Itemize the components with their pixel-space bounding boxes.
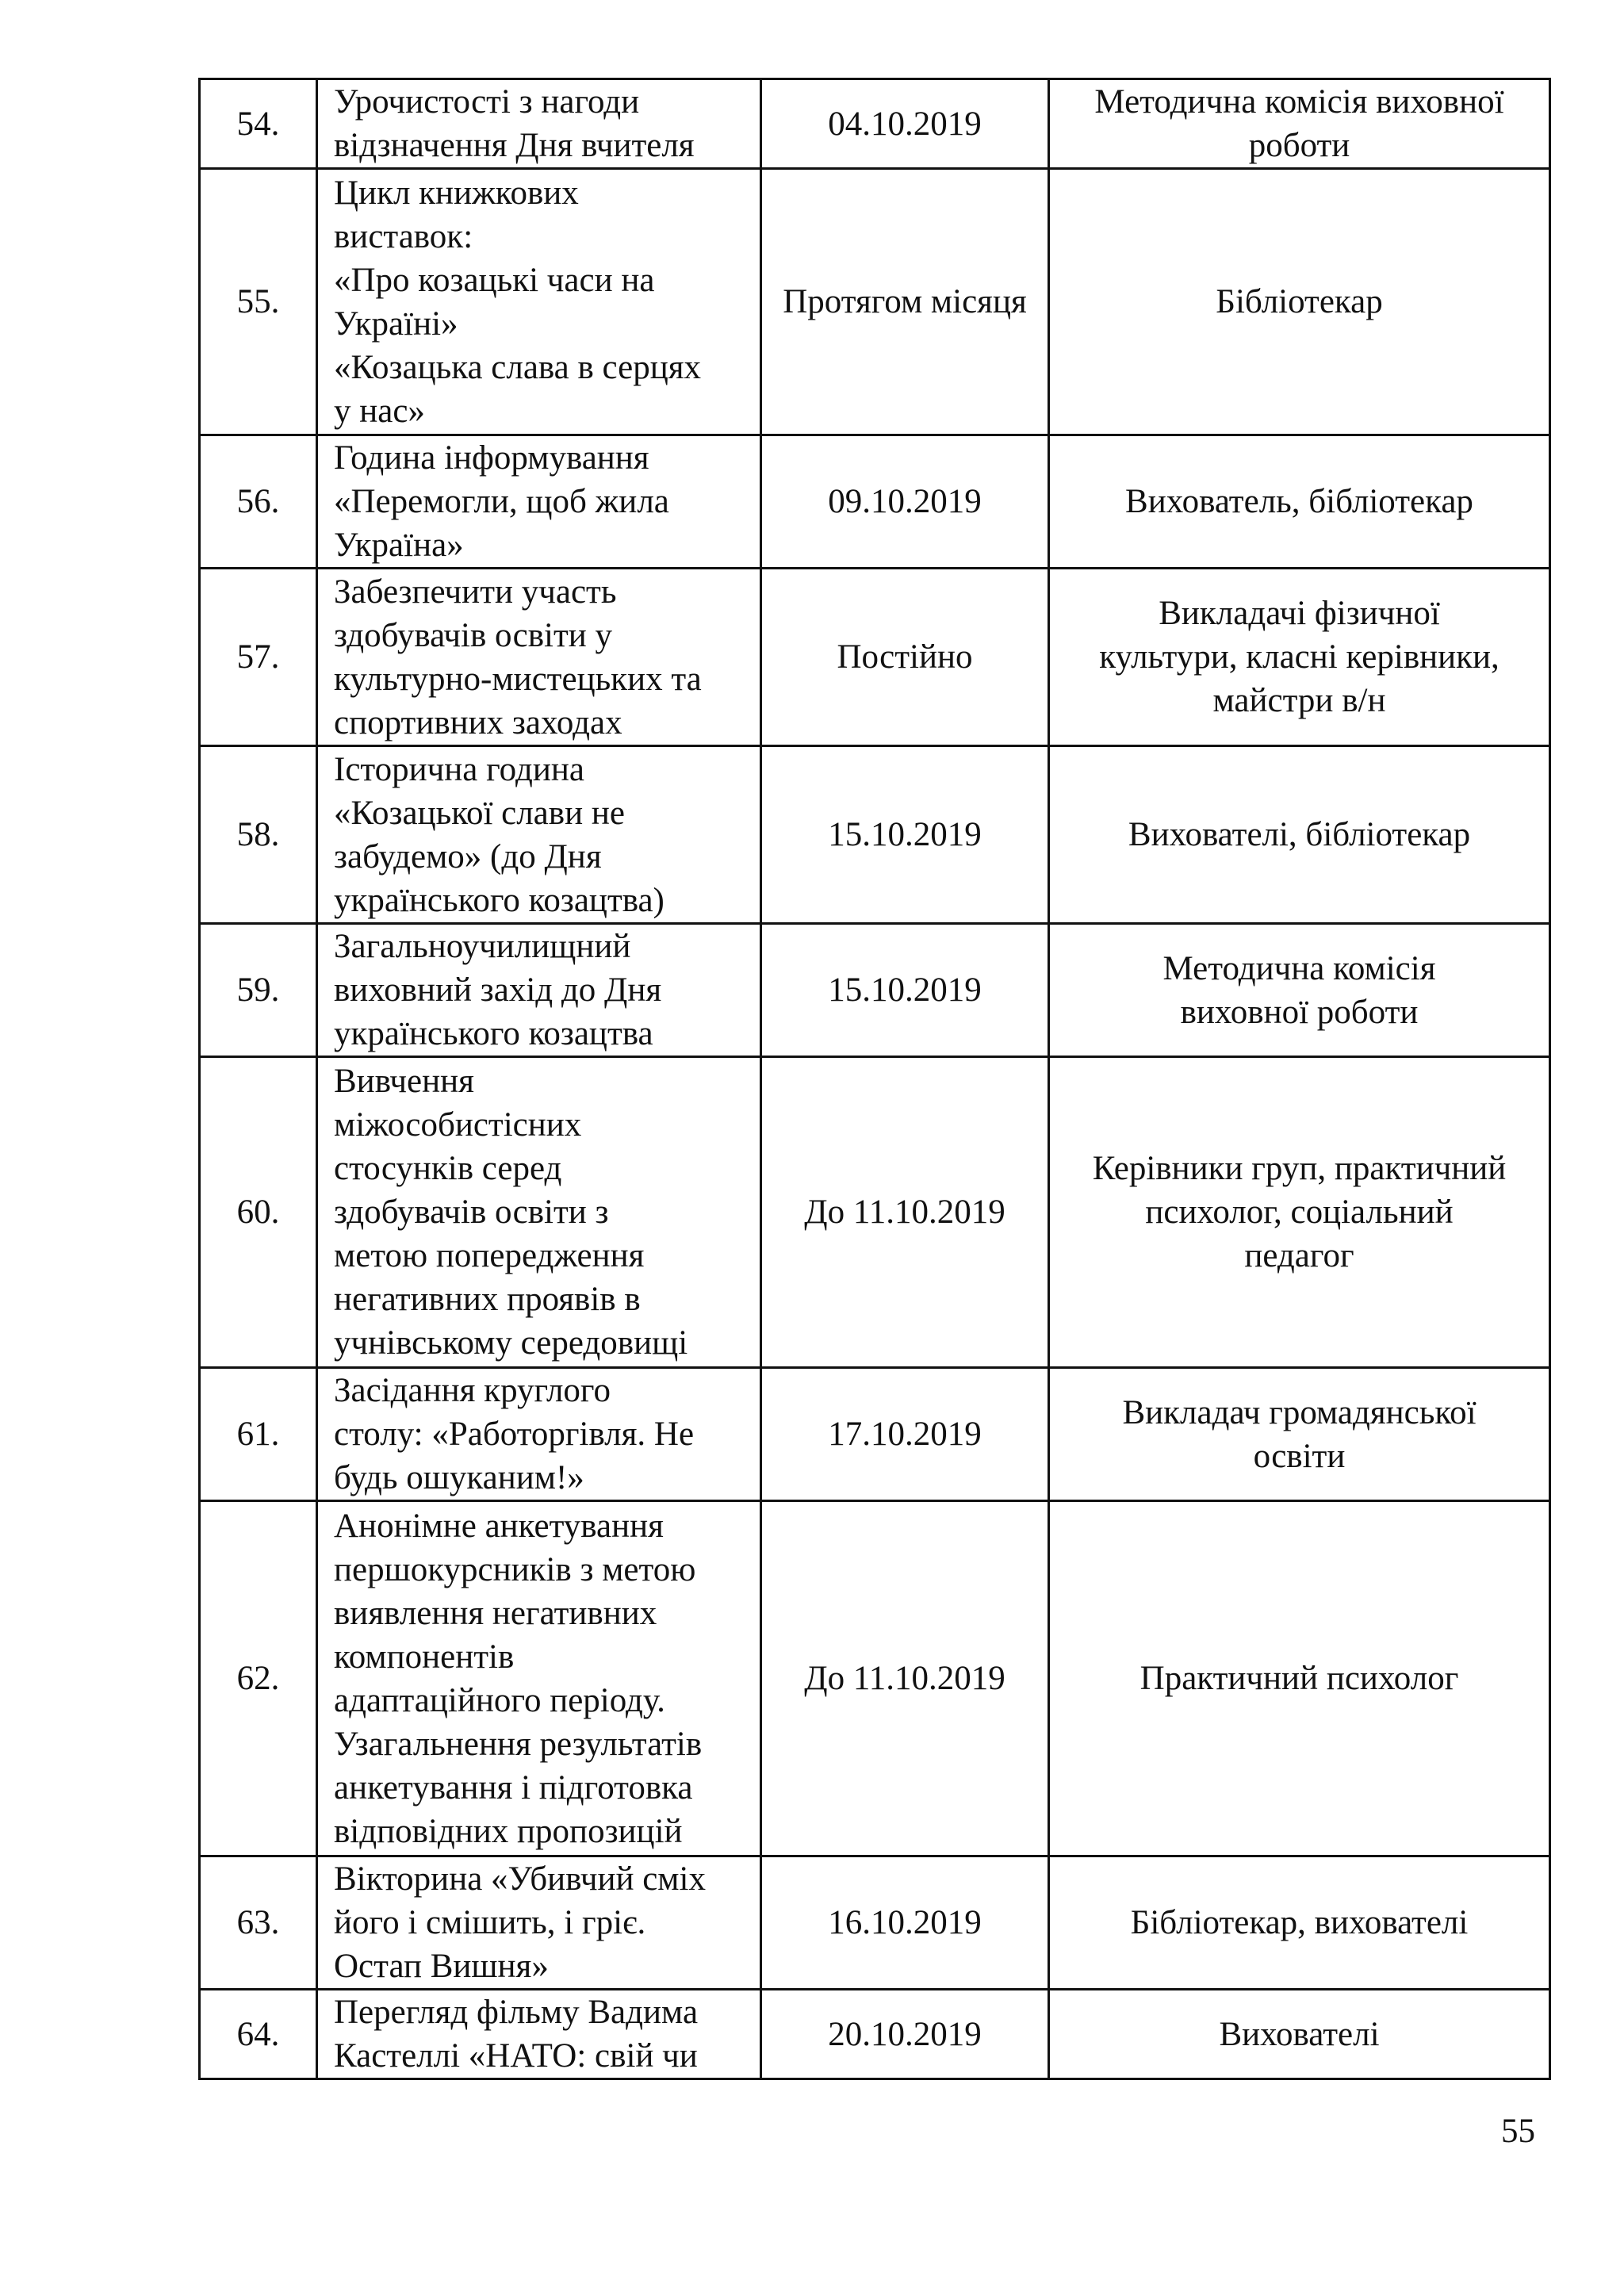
event-line: Година інформування [334,439,649,477]
table-row [200,1501,1550,1856]
date-cell: 04.10.2019 [761,79,1049,169]
events-table [198,78,1551,2080]
event-line: Урочистості з нагоди [334,83,640,121]
event-line: виставок: [334,217,473,255]
date-cell: Протягом місяця [761,169,1049,435]
event-line: українського козацтва [334,1015,653,1052]
event-line: столу: «Работоргівля. Не [334,1416,695,1453]
responsible-cell [1049,1501,1550,1856]
responsible-line: педагог [1244,1237,1354,1274]
responsible-cell [1049,79,1550,169]
event-cell [317,924,761,1057]
responsible-cell [1049,569,1550,746]
table-row [200,924,1550,1057]
event-cell [317,1368,761,1501]
row-number: 64. [200,1990,317,2079]
date-cell: 16.10.2019 [761,1856,1049,1990]
event-line: Забезпечити участь [334,573,617,611]
event-line: Анонімне анкетування [334,1507,664,1545]
row-number: 59. [200,924,317,1057]
event-line: компонентів [334,1638,515,1676]
table-row [200,1856,1550,1990]
responsible-cell [1049,435,1550,569]
event-line: Перегляд фільму Вадима [334,1994,699,2031]
event-line: Україні» [334,305,458,343]
responsible-line: Вихователі, бібліотекар [1128,816,1471,853]
event-line: Україна» [334,527,464,564]
event-line: метою попередження [334,1237,645,1274]
responsible-line: Методична комісія [1162,949,1436,987]
event-line: першокурсників з метою [334,1550,696,1588]
responsible-line: Методична комісія виховної [1094,83,1504,121]
date-cell: До 11.10.2019 [761,1057,1049,1368]
event-line: Історична година [334,750,584,788]
responsible-line: психолог, соціальний [1145,1193,1454,1231]
responsible-cell [1049,1856,1550,1990]
event-cell [317,435,761,569]
event-line: Вивчення [334,1063,474,1100]
responsible-cell [1049,924,1550,1057]
row-number: 63. [200,1856,317,1990]
responsible-line: Бібліотекар [1216,283,1383,320]
row-number: 55. [200,169,317,435]
row-number: 62. [200,1501,317,1856]
date-cell: 09.10.2019 [761,435,1049,569]
event-line: спортивних заходах [334,703,622,741]
responsible-line: Вихователі [1219,2015,1380,2053]
responsible-line: Викладач громадянської [1122,1393,1477,1431]
event-line: Засідання круглого [334,1372,611,1409]
event-line: здобувачів освіти з [334,1193,609,1231]
responsible-line: Вихователь, бібліотекар [1125,483,1473,520]
event-line: Цикл книжкових [334,174,579,212]
row-number: 61. [200,1368,317,1501]
event-line: відповідних пропозицій [334,1812,683,1850]
responsible-line: майстри в/н [1212,682,1386,719]
event-line: Вікторина «Убивчий сміх [334,1860,706,1898]
event-line: виховний захід до Дня [334,971,662,1009]
responsible-line: Практичний психолог [1139,1660,1459,1697]
event-cell [317,1990,761,2079]
event-cell [317,1856,761,1990]
table-row [200,435,1550,569]
event-cell [317,569,761,746]
event-line: учнівському середовищі [334,1324,688,1362]
row-number: 58. [200,746,317,924]
date-cell: До 11.10.2019 [761,1501,1049,1856]
event-line: Кастеллі «НАТО: свій чи [334,2037,698,2075]
event-line: виявлення негативних [334,1594,657,1632]
responsible-line: виховної роботи [1180,993,1419,1031]
events-table-body [200,79,1550,2079]
event-line: культурно-мистецьких та [334,660,702,698]
responsible-cell [1049,1990,1550,2079]
date-cell: 15.10.2019 [761,746,1049,924]
event-line: його і смішить, і гріє. [334,1904,646,1941]
responsible-line: Викладачі фізичної [1159,595,1440,632]
event-line: Узагальнення результатів [334,1725,703,1763]
event-line: міжособистісних [334,1106,582,1144]
event-line: Загальноучилищний [334,928,631,965]
event-line: «Перемогли, щоб жила [334,483,669,520]
table-row [200,1368,1550,1501]
event-line: «Козацької слави не [334,794,625,832]
event-line: анкетування і підготовка [334,1768,693,1806]
table-row [200,1990,1550,2079]
row-number: 57. [200,569,317,746]
row-number: 60. [200,1057,317,1368]
responsible-cell [1049,169,1550,435]
event-line: забудемо» (до Дня [334,837,602,875]
table-row [200,79,1550,169]
responsible-line: роботи [1248,127,1350,164]
responsible-line: освіти [1253,1437,1346,1475]
event-line: «Про козацькі часи на [334,261,655,299]
event-cell [317,79,761,169]
event-cell [317,169,761,435]
table-row [200,169,1550,435]
event-line: відзначення Дня вчителя [334,127,695,164]
row-number: 54. [200,79,317,169]
event-line: адаптаційного періоду. [334,1681,665,1719]
event-line: стосунків серед [334,1150,562,1187]
date-cell: Постійно [761,569,1049,746]
date-cell: 15.10.2019 [761,924,1049,1057]
table-row [200,746,1550,924]
responsible-cell [1049,746,1550,924]
responsible-cell [1049,1057,1550,1368]
event-cell [317,746,761,924]
responsible-line: Бібліотекар, вихователі [1130,1904,1469,1941]
page-number: 55 [1501,2113,1535,2150]
event-cell [317,1501,761,1856]
responsible-line: Керівники груп, практичний [1092,1150,1507,1187]
event-line: здобувачів освіти у [334,616,613,654]
date-cell: 17.10.2019 [761,1368,1049,1501]
table-row [200,569,1550,746]
responsible-cell [1049,1368,1550,1501]
responsible-line: культури, класні керівники, [1099,638,1500,676]
event-line: негативних проявів в [334,1281,641,1318]
event-line: Остап Вишня» [334,1948,549,1985]
event-line: українського козацтва) [334,881,665,919]
event-line: у нас» [334,392,425,430]
event-line: «Козацька слава в серцях [334,348,702,386]
event-cell [317,1057,761,1368]
date-cell: 20.10.2019 [761,1990,1049,2079]
event-line: будь ошуканим!» [334,1459,584,1496]
table-row [200,1057,1550,1368]
row-number: 56. [200,435,317,569]
